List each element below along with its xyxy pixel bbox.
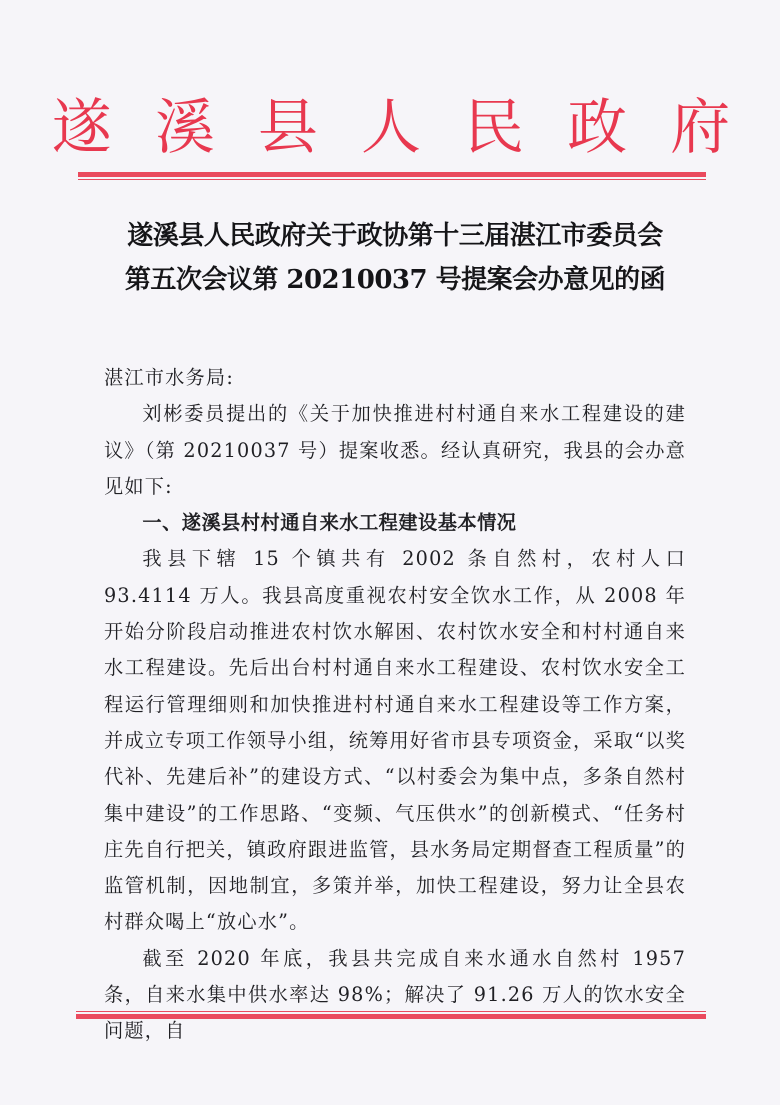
masthead-char: 县 (257, 93, 318, 163)
body-paragraph: 我县下辖 15 个镇共有 2002 条自然村，农村人口 93.4114 万人。我县高度重视农村安全饮水工作，从 2008 年开始分阶段启动推进农村饮水解困、农村饮水安全和村村通自来水工程建设。先后出台村村通自来水工程建设、农村饮水安全工程运行管理细则和加快推进村村通自来水工程建设等工作方案，并成立专项工作领导小组，统筹用好省市县专项资金，采取“以奖代补、先建后补”的建设方式、“以村委会为集中点，多条自然村集中建设”的工作思路、“变频、气压供水”的创新模式、“任务村庄先自行把关，镇政府跟进监管，县水务局定期督查工程质量”的监管机制，因地制宜，多策并举，加快工程建设，努力让全县农村群众喝上“放心水”。 (104, 547, 686, 934)
masthead-org-name (0, 92, 780, 164)
document-body (104, 360, 686, 1050)
title-line-1: 遂溪县人民政府关于政协第十三届湛江市委员会 (127, 221, 663, 251)
header-divider (78, 172, 706, 180)
section-heading: 一、遂溪县村村通自来水工程建设基本情况 (142, 511, 517, 535)
masthead-char: 人 (361, 93, 421, 163)
document-title (90, 214, 700, 302)
salutation: 湛江市水务局: (104, 366, 234, 389)
intro-paragraph: 刘彬委员提出的《关于加快推进村村通自来水工程建设的建议》（第 20210037 号）提案收悉。经认真研究，我县的会办意见如下: (104, 402, 686, 498)
masthead-char: 民 (464, 93, 525, 163)
footer-divider (76, 1011, 706, 1019)
masthead-char: 溪 (154, 93, 215, 163)
masthead-char: 遂 (51, 93, 112, 163)
masthead-char: 府 (670, 93, 731, 163)
masthead-char: 政 (567, 93, 628, 163)
body-paragraph: 截至 2020 年底，我县共完成自来水通水自然村 1957 条，自来水集中供水率达 98%；解决了 91.26 万人的饮水安全问题，自 (104, 946, 686, 1043)
title-line-2: 第五次会议第 20210037 号提案会办意见的函 (124, 265, 666, 295)
